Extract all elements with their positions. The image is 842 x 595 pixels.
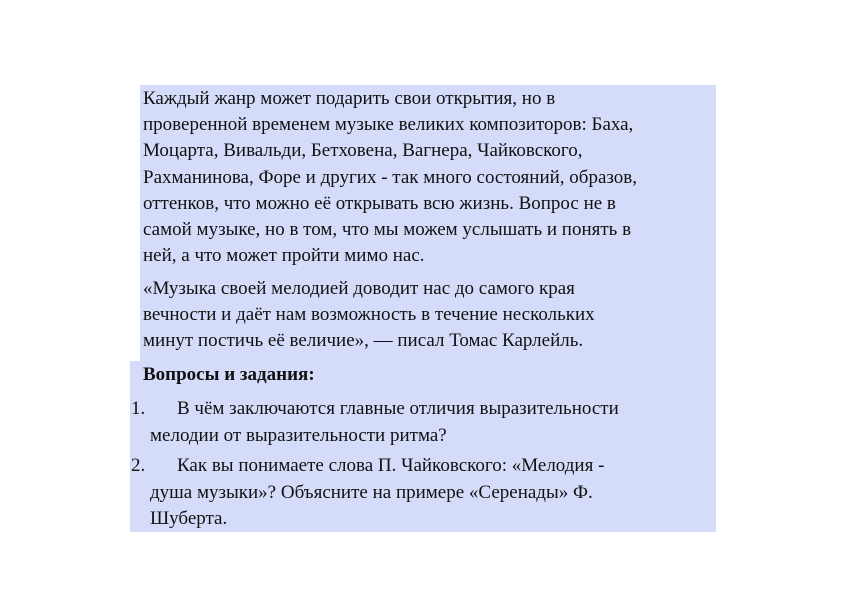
paragraph-genres: Каждый жанр может подарить свои открытия, но в проверенной временем музыке великих композиторов: Баха, Моцарта, Вивальди, Бетховена, Вагнера, Чайковского, Рахманинова, Форе и других - так много состояний, образов, оттенков, что можно её открывать всю жизнь. Вопрос не в самой музыке, но в том, что мы можем услышать и понять в ней, а что может пройти мимо нас. bbox=[143, 88, 637, 267]
task-item-1 bbox=[131, 396, 716, 449]
task-number: 2. bbox=[131, 455, 146, 476]
task-item-2 bbox=[131, 453, 716, 533]
task-text: Как вы понимаете слова П. Чайковского: «Мелодия - душа музыки»? Объясните на примере «Серенады» Ф. Шуберта. bbox=[150, 455, 605, 529]
tasks-heading: Вопросы и задания: bbox=[143, 364, 315, 385]
task-text: В чём заключаются главные отличия выразительности мелодии от выразительности ритма? bbox=[150, 398, 619, 446]
paragraph-carlyle-quote: «Музыка своей мелодией доводит нас до самого края вечности и даёт нам возможность в течение нескольких минут постичь её величие», — писал Томас Карлейль. bbox=[143, 278, 595, 352]
task-number: 1. bbox=[131, 398, 146, 419]
